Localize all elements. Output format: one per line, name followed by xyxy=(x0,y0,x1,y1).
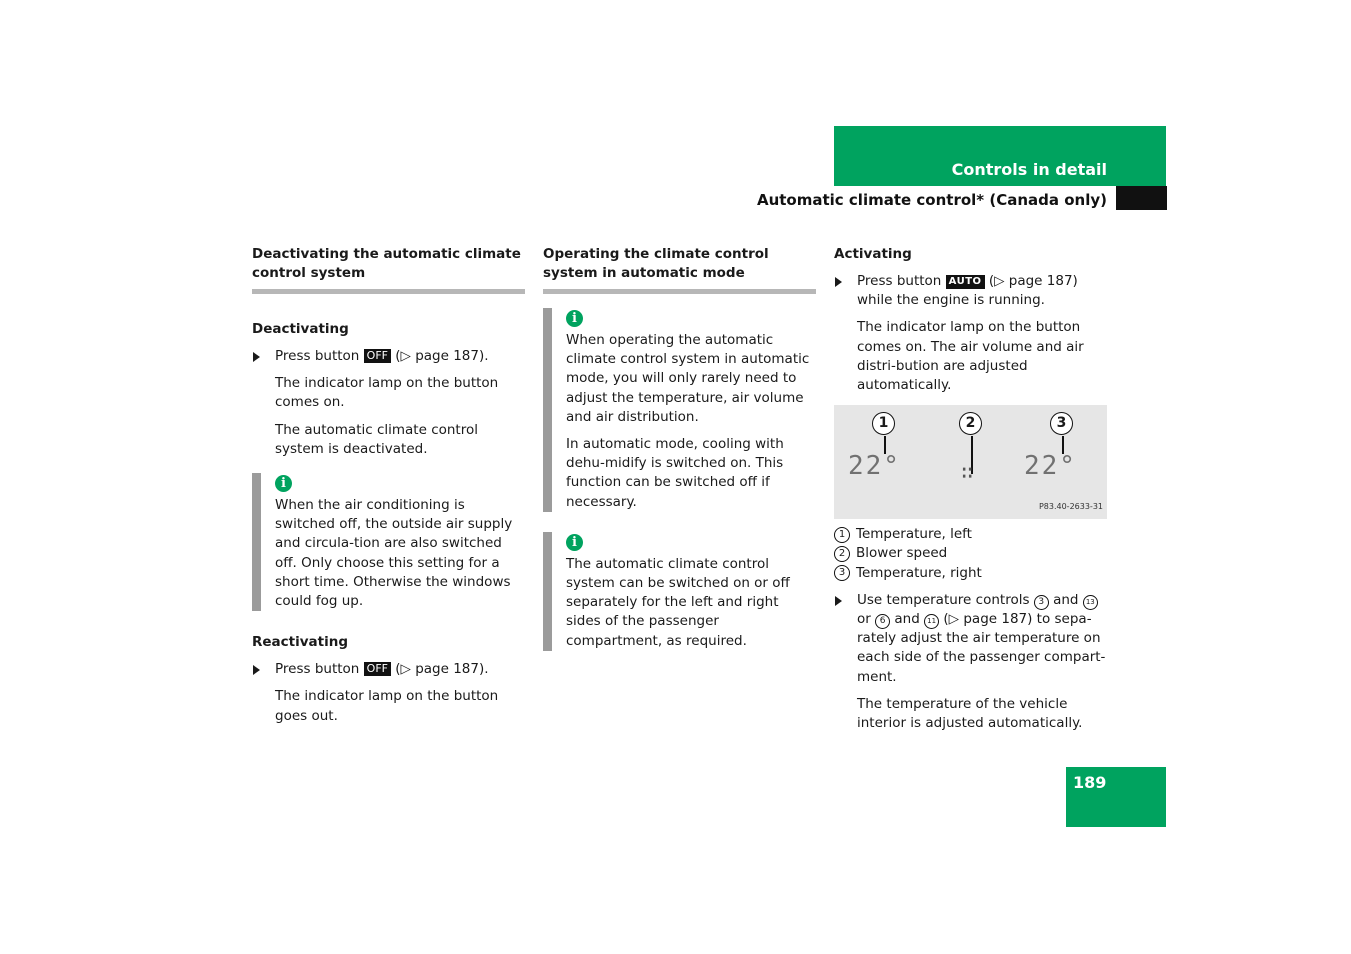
step-press-off-again: Press button OFF (▷ page 187). xyxy=(252,660,525,679)
note-text: When the air conditioning is switched off, the outside air supply and circula-tion are also switched off. Only choose this setting for a short time. Otherwise the windows could fog up. xyxy=(275,497,513,610)
ref-number: 3 xyxy=(1034,595,1049,610)
legend-item: 3 Temperature, right xyxy=(834,564,1107,583)
paragraph: The automatic climate control system is deactivated. xyxy=(275,421,478,457)
info-note xyxy=(543,532,816,651)
page-number: 189 xyxy=(1073,773,1107,792)
ref-number: 6 xyxy=(875,614,890,629)
note-text: When operating the automatic climate control system in automatic mode, you will only rarely need to adjust the temperature, air volume and air distribution. xyxy=(566,332,810,425)
paragraph: The indicator lamp on the button goes out. xyxy=(275,688,499,724)
legend-number: 3 xyxy=(834,565,850,581)
column-activating xyxy=(834,245,1107,741)
off-button-icon: OFF xyxy=(364,349,391,363)
step-use-temperature-controls: Use temperature controls 3 and 13 or 6 and 11 (▷ page 187) to sepa-rately adjust the air temperature on each side of the passenger compart-ment. xyxy=(834,591,1107,687)
paragraph: The indicator lamp on the button comes on. xyxy=(275,375,499,411)
ref-number: 11 xyxy=(924,614,939,629)
section-title: Controls in detail xyxy=(951,160,1107,179)
header-black-tab xyxy=(1116,186,1167,210)
legend-item: 2 Blower speed xyxy=(834,544,1107,563)
info-icon: i xyxy=(566,534,583,551)
subheading-deactivating: Deactivating xyxy=(252,321,349,337)
info-note xyxy=(252,473,525,611)
callout-2: 2 xyxy=(959,412,982,435)
bullet-arrow-icon xyxy=(253,352,260,362)
callout-3: 3 xyxy=(1050,412,1073,435)
note-bar xyxy=(543,308,552,512)
info-icon: i xyxy=(566,310,583,327)
bullet-arrow-icon xyxy=(835,596,842,606)
legend-number: 2 xyxy=(834,546,850,562)
note-text: The automatic climate control system can be switched on or off separately for the left and right sides of the passenger compartment, as required. xyxy=(566,555,790,649)
paragraph: The temperature of the vehicle interior is adjusted automatically. xyxy=(857,695,1083,732)
auto-button-icon: AUTO xyxy=(946,275,985,289)
heading-automatic-mode: Operating the climate control system in automatic mode xyxy=(543,245,816,294)
note-bar xyxy=(543,532,552,651)
bullet-arrow-icon xyxy=(835,277,842,287)
note-text: In automatic mode, cooling with dehu-midify is switched on. This function can be switched off if necessary. xyxy=(566,436,784,510)
figure-id: P83.40-2633-31 xyxy=(1038,502,1103,512)
paragraph: The indicator lamp on the button comes on. The air volume and air distri-bution are adjusted automatically. xyxy=(857,319,1084,394)
climate-display-figure xyxy=(834,405,1107,519)
display-temp-right: 22° xyxy=(1024,451,1077,482)
column-deactivating xyxy=(252,245,525,734)
ref-number: 13 xyxy=(1083,595,1098,610)
info-icon: i xyxy=(275,475,292,492)
subheading-reactivating: Reactivating xyxy=(252,634,349,651)
info-note xyxy=(543,308,816,512)
display-temp-left: 22° xyxy=(848,451,901,482)
note-bar xyxy=(252,473,261,611)
subsection-title: Automatic climate control* (Canada only) xyxy=(756,191,1107,209)
bullet-arrow-icon xyxy=(253,665,260,675)
legend-item: 1 Temperature, left xyxy=(834,525,1107,544)
step-press-auto: Press button AUTO (▷ page 187) while the engine is running. xyxy=(834,272,1107,310)
step-press-off: Press button OFF (▷ page 187). xyxy=(252,347,525,366)
callout-1: 1 xyxy=(872,412,895,435)
legend-number: 1 xyxy=(834,527,850,543)
heading-deactivating-system: Deactivating the automatic climate control system xyxy=(252,245,525,294)
page-number-block xyxy=(1066,767,1166,827)
off-button-icon: OFF xyxy=(364,662,391,676)
heading-activating: Activating xyxy=(834,246,912,262)
column-automatic-mode xyxy=(543,245,816,673)
display-blower: ∷ xyxy=(961,460,976,485)
